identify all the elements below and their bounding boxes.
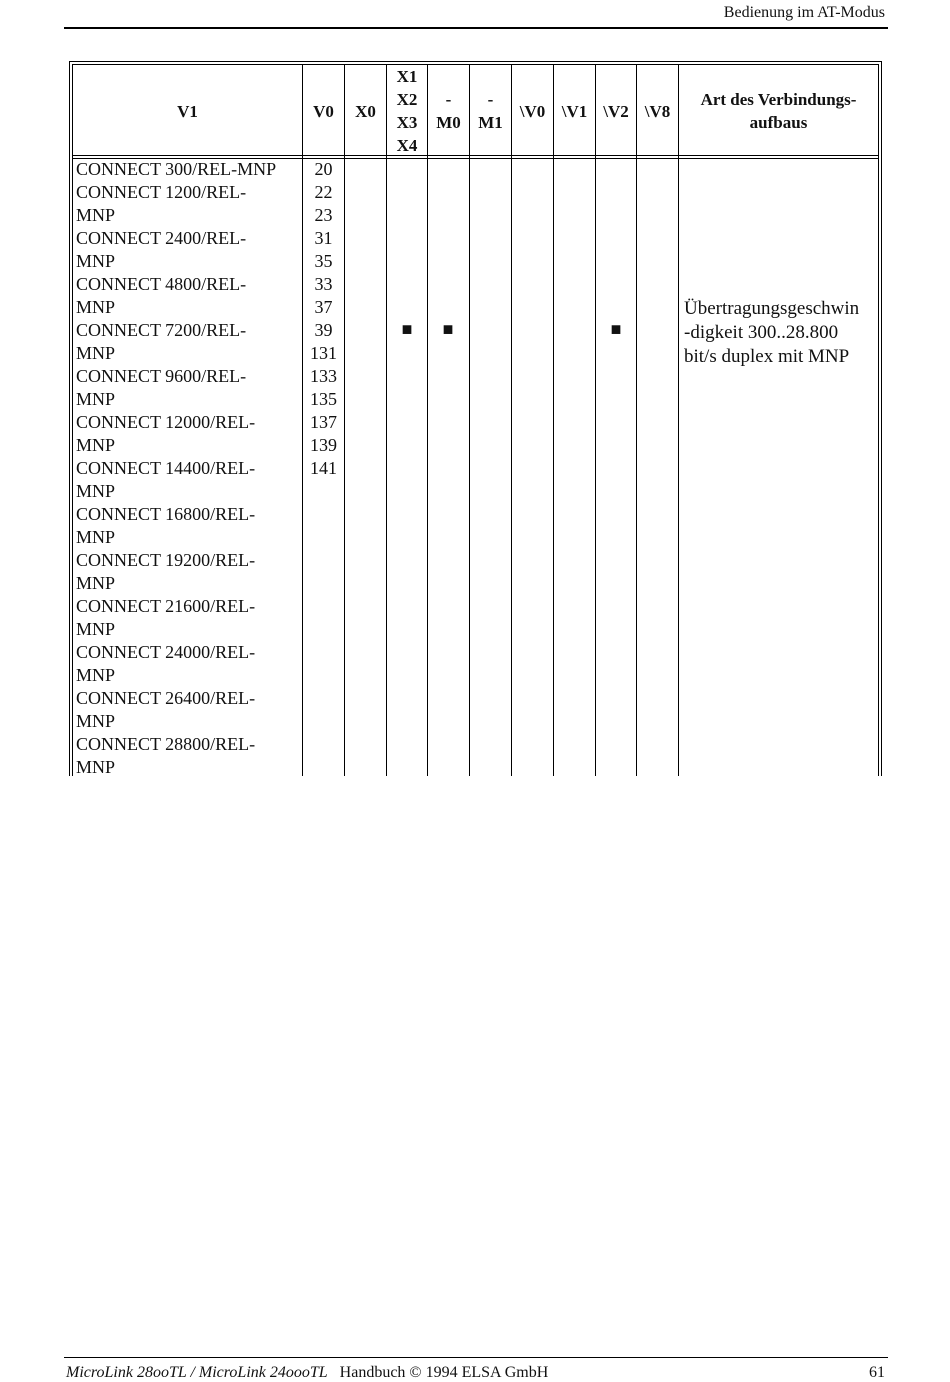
col-sep-bv0 xyxy=(511,65,512,776)
th-art-line2: aufbaus xyxy=(749,113,808,132)
th-x4: X4 xyxy=(396,136,418,155)
v1-line: MNP xyxy=(76,343,116,363)
v1-line: MNP xyxy=(76,481,116,501)
description-line: -digkeit 300..28.800 xyxy=(684,322,839,343)
v0-value: 131 xyxy=(310,343,337,363)
th-m0 xyxy=(428,65,469,157)
col-sep-x0 xyxy=(344,65,345,776)
v1-column xyxy=(76,158,302,779)
th-bv1: \V1 xyxy=(561,101,588,121)
v1-line: CONNECT 7200/REL- xyxy=(76,320,247,340)
v0-value: 133 xyxy=(310,366,337,386)
v1-line: MNP xyxy=(76,205,116,225)
v0-value: 37 xyxy=(314,297,333,317)
col-sep-m1 xyxy=(469,65,470,776)
v1-line: CONNECT 1200/REL- xyxy=(76,182,247,202)
footer-copyright: Handbuch © 1994 ELSA GmbH xyxy=(339,1364,549,1381)
v1-line: CONNECT 16800/REL- xyxy=(76,504,256,524)
v0-value: 22 xyxy=(314,182,333,202)
v0-value: 23 xyxy=(314,205,333,225)
footer-rule xyxy=(64,1357,888,1358)
v1-line: MNP xyxy=(76,251,116,271)
marker-bv2: ■ xyxy=(610,319,622,339)
v1-line: CONNECT 21600/REL- xyxy=(76,596,256,616)
v0-value: 137 xyxy=(310,412,337,432)
marker-m0: ■ xyxy=(442,319,454,339)
v1-line: MNP xyxy=(76,435,116,455)
v1-line: MNP xyxy=(76,297,116,317)
footer-product: MicroLink 28ooTL / MicroLink 24oooTL xyxy=(66,1364,328,1381)
v1-line: MNP xyxy=(76,711,116,731)
v0-value: 139 xyxy=(310,435,337,455)
th-x0: X0 xyxy=(355,101,376,121)
v1-line: CONNECT 24000/REL- xyxy=(76,642,256,662)
v1-line: CONNECT 14400/REL- xyxy=(76,458,256,478)
footer-text xyxy=(66,1364,548,1382)
v0-value: 141 xyxy=(310,458,337,478)
th-art xyxy=(679,65,878,157)
th-v1: V1 xyxy=(177,101,198,121)
col-sep-bv2 xyxy=(595,65,596,776)
th-bv8: \V8 xyxy=(644,101,671,121)
v1-line: CONNECT 2400/REL- xyxy=(76,228,247,248)
v0-value: 35 xyxy=(314,251,333,271)
header-rule xyxy=(64,27,888,29)
v1-line: MNP xyxy=(76,389,116,409)
th-bv2: \V2 xyxy=(603,101,629,121)
th-art-line1: Art des Verbindungs- xyxy=(700,90,857,109)
v1-line: MNP xyxy=(76,757,116,777)
v1-line: CONNECT 9600/REL- xyxy=(76,366,247,386)
v1-line: CONNECT 19200/REL- xyxy=(76,550,256,570)
th-x1-x4 xyxy=(387,65,427,157)
page-number: 61 xyxy=(869,1364,885,1381)
v1-line: MNP xyxy=(76,527,116,547)
v1-line: CONNECT 28800/REL- xyxy=(76,734,256,754)
result-code-table xyxy=(69,61,882,776)
description-line: Übertragungsgeschwin xyxy=(684,298,860,319)
v1-line: CONNECT 4800/REL- xyxy=(76,274,247,294)
v1-line: CONNECT 300/REL-MNP xyxy=(76,159,277,179)
th-m0-dash: - xyxy=(445,90,452,109)
th-bv0: \V0 xyxy=(519,101,546,121)
running-header: Bedienung im AT-Modus xyxy=(723,4,885,21)
description-cell xyxy=(684,297,880,369)
th-m1-label: M1 xyxy=(478,113,503,132)
col-sep-x1 xyxy=(386,65,387,776)
col-sep-art xyxy=(678,65,679,776)
col-sep-bv8 xyxy=(636,65,637,776)
th-x2: X2 xyxy=(396,90,418,109)
th-m1-dash: - xyxy=(487,90,494,109)
v1-line: MNP xyxy=(76,619,116,639)
col-sep-bv1 xyxy=(553,65,554,776)
v0-value: 39 xyxy=(314,320,333,340)
v0-value: 135 xyxy=(310,389,337,409)
v0-value: 33 xyxy=(314,274,333,294)
th-m0-label: M0 xyxy=(436,113,461,132)
th-v0: V0 xyxy=(313,101,334,121)
v1-line: MNP xyxy=(76,665,116,685)
marker-x1-x4: ■ xyxy=(401,319,413,339)
th-m1 xyxy=(470,65,511,157)
v0-value: 31 xyxy=(314,228,333,248)
description-line: bit/s duplex mit MNP xyxy=(684,346,850,367)
v1-line: CONNECT 12000/REL- xyxy=(76,412,256,432)
col-sep-m0 xyxy=(427,65,428,776)
th-x3: X3 xyxy=(396,113,418,132)
v1-line: MNP xyxy=(76,573,116,593)
v1-line: CONNECT 26400/REL- xyxy=(76,688,256,708)
th-x1: X1 xyxy=(396,67,418,86)
v0-value: 20 xyxy=(314,159,333,179)
v0-column xyxy=(303,158,344,480)
